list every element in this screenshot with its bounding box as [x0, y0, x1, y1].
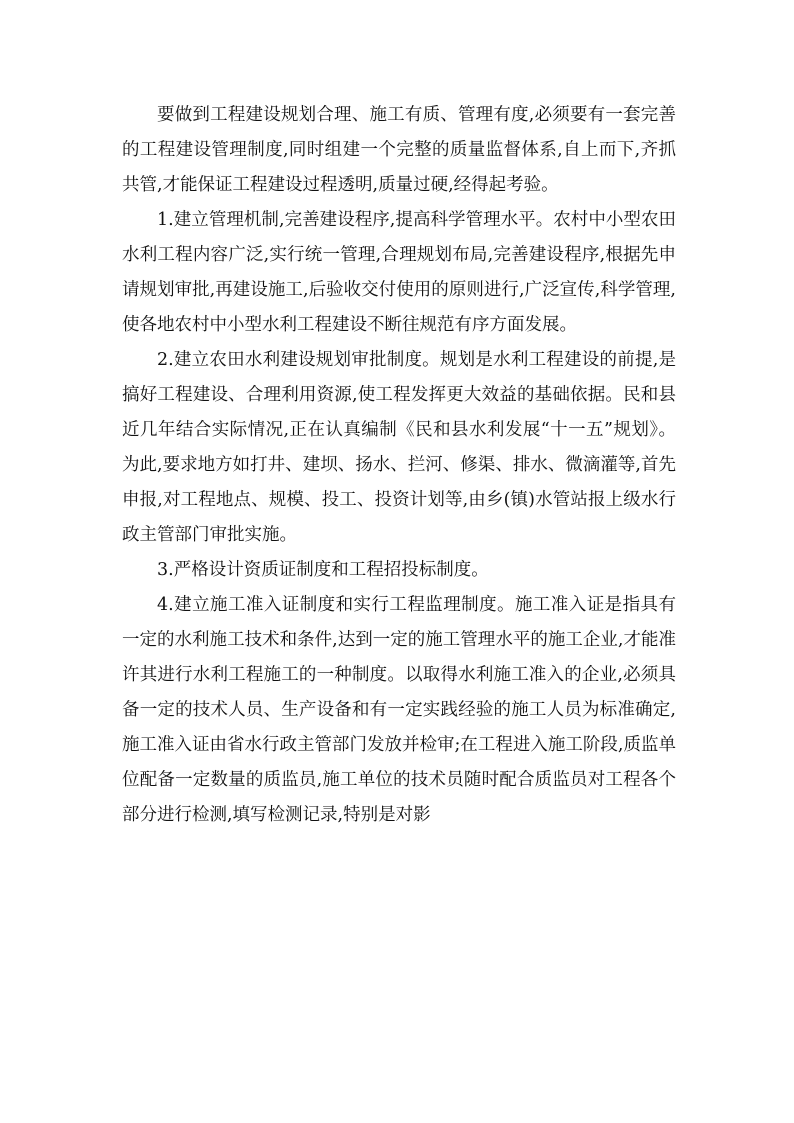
paragraph-intro: 要做到工程建设规划合理、施工有质、管理有度,必须要有一套完善的工程建设管理制度,同时组建一个完整的质量监督体系,自上而下,齐抓共管,才能保证工程建设过程透明,质量过硬,经得起考验。 — [122, 105, 676, 195]
document-body — [122, 98, 676, 833]
paragraph-item-2: 2.建立农田水利建设规划审批制度。规划是水利工程建设的前提,是搞好工程建设、合理利用资源,使工程发挥更大效益的基础依据。民和县近几年结合实际情况,正在认真编制《民和县水利发展“十一五”规划》。为此,要求地方如打井、建坝、扬水、拦河、修渠、排水、微滴灌等,首先申报,对工程地点、规模、投工、投资计划等,由乡(镇)水管站报上级水行政主管部门审批实施。 — [122, 350, 676, 545]
paragraph-item-1: 1.建立管理机制,完善建设程序,提高科学管理水平。农村中小型农田水利工程内容广泛,实行统一管理,合理规划布局,完善建设程序,根据先申请规划审批,再建设施工,后验收交付使用的原则进行,广泛宣传,科学管理,使各地农村中小型水利工程建设不断往规范有序方面发展。 — [122, 210, 676, 335]
paragraph-item-3: 3.严格设计资质证制度和工程招投标制度。 — [157, 560, 489, 580]
paragraph-item-4: 4.建立施工准入证制度和实行工程监理制度。施工准入证是指具有一定的水利施工技术和条件,达到一定的施工管理水平的施工企业,才能准许其进行水利工程施工的一种制度。以取得水利施工准入的企业,必须具备一定的技术人员、生产设备和有一定实践经验的施工人员为标准确定,施工准入证由省水行政主管部门发放并检审;在工程进入施工阶段,质监单位配备一定数量的质监员,施工单位的技术员随时配合质监员对工程各个部分进行检测,填写检测记录,特别是对影 — [122, 595, 676, 825]
